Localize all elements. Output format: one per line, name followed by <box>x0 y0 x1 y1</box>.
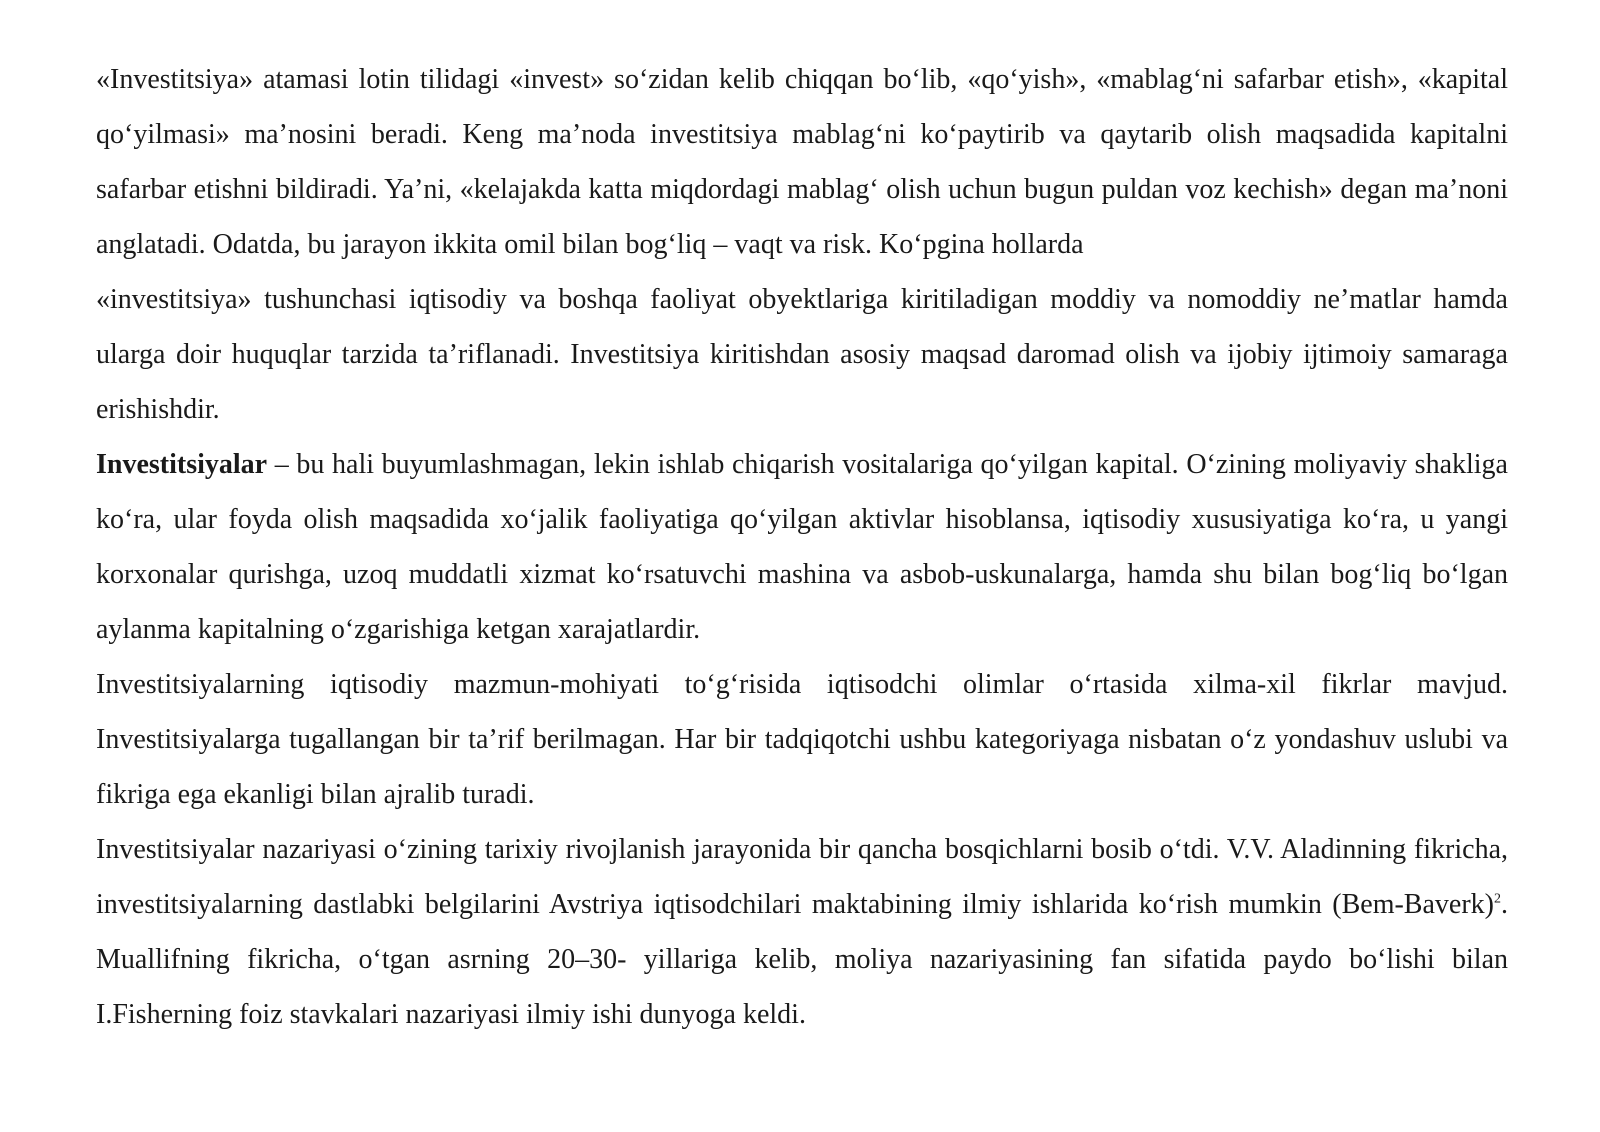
document-page <box>96 52 1508 1042</box>
bold-term-investitsiyalar: Investitsiyalar <box>96 449 268 480</box>
paragraph-investment-theory <box>96 822 1508 1042</box>
footnote-marker[interactable]: 2 <box>1494 891 1501 907</box>
theory-text-before-footnote: Investitsiyalar nazariyasi o‘zining tarixiy rivojlanish jarayonida bir qancha bosqichlarni bosib o‘tdi. V.V. Aladinning fikricha, investitsiyalarning dastlabki belgilarini Avstriya iqtisodchilari maktabining ilmiy ishlarida ko‘rish mumkin (Bem-Baverk) <box>96 834 1508 920</box>
paragraph-investitsiya-etymology: «Investitsiya» atamasi lotin tilidagi «invest» so‘zidan kelib chiqqan bo‘lib, «qo‘yish», «mablag‘ni safarbar etish», «kapital qo‘yilmasi» ma’nosini beradi. Keng ma’noda investitsiya mablag‘ni ko‘paytirib va qaytarib olish maqsadida kapitalni safarbar etishni bildiradi. Ya’ni, «kelajakda katta miqdordagi mablag‘ olish uchun bugun puldan voz kechish» degan ma’noni anglatadi. Odatda, bu jarayon ikkita omil bilan bog‘liq – vaqt va risk. Ko‘pgina hollarda <box>96 64 1508 260</box>
paragraph-investitsiya-definition: «investitsiya» tushunchasi iqtisodiy va boshqa faoliyat obyektlariga kiritiladigan moddiy va nomoddiy ne’matlar hamda ularga doir huquqlar tarzida ta’riflanadi. Investitsiya kiritishdan asosiy maqsad daromad olish va ijobiy ijtimoiy samaraga erishishdir. <box>96 284 1508 425</box>
paragraph-investitsiyalar-term <box>96 437 1508 657</box>
theory-text-after-footnote: . Muallifning fikricha, o‘tgan asrning 20–30- yillariga kelib, moliya nazariyasining fan sifatida paydo bo‘lishi bilan I.Fisherning foiz stavkalari nazariyasi ilmiy ishi dunyoga keldi. <box>96 889 1508 1030</box>
paragraph-economic-essence: Investitsiyalarning iqtisodiy mazmun-mohiyati to‘g‘risida iqtisodchi olimlar o‘rtasida xilma-xil fikrlar mavjud. Investitsiyalarga tugallangan bir ta’rif berilmagan. Har bir tadqiqotchi ushbu kategoriyaga nisbatan o‘z yondashuv uslubi va fikriga ega ekanligi bilan ajralib turadi. <box>96 669 1508 810</box>
term-definition-text: – bu hali buyumlashmagan, lekin ishlab chiqarish vositalariga qo‘yilgan kapital. O‘zining moliyaviy shakliga ko‘ra, ular foyda olish maqsadida xo‘jalik faoliyatiga qo‘yilgan aktivlar hisoblansa, iqtisodiy xususiyatiga ko‘ra, u yangi korxonalar qurishga, uzoq muddatli xizmat ko‘rsatuvchi mashina va asbob-uskunalarga, hamda shu bilan bog‘liq bo‘lgan aylanma kapitalning o‘zgarishiga ketgan xarajatlardir. <box>96 449 1508 645</box>
